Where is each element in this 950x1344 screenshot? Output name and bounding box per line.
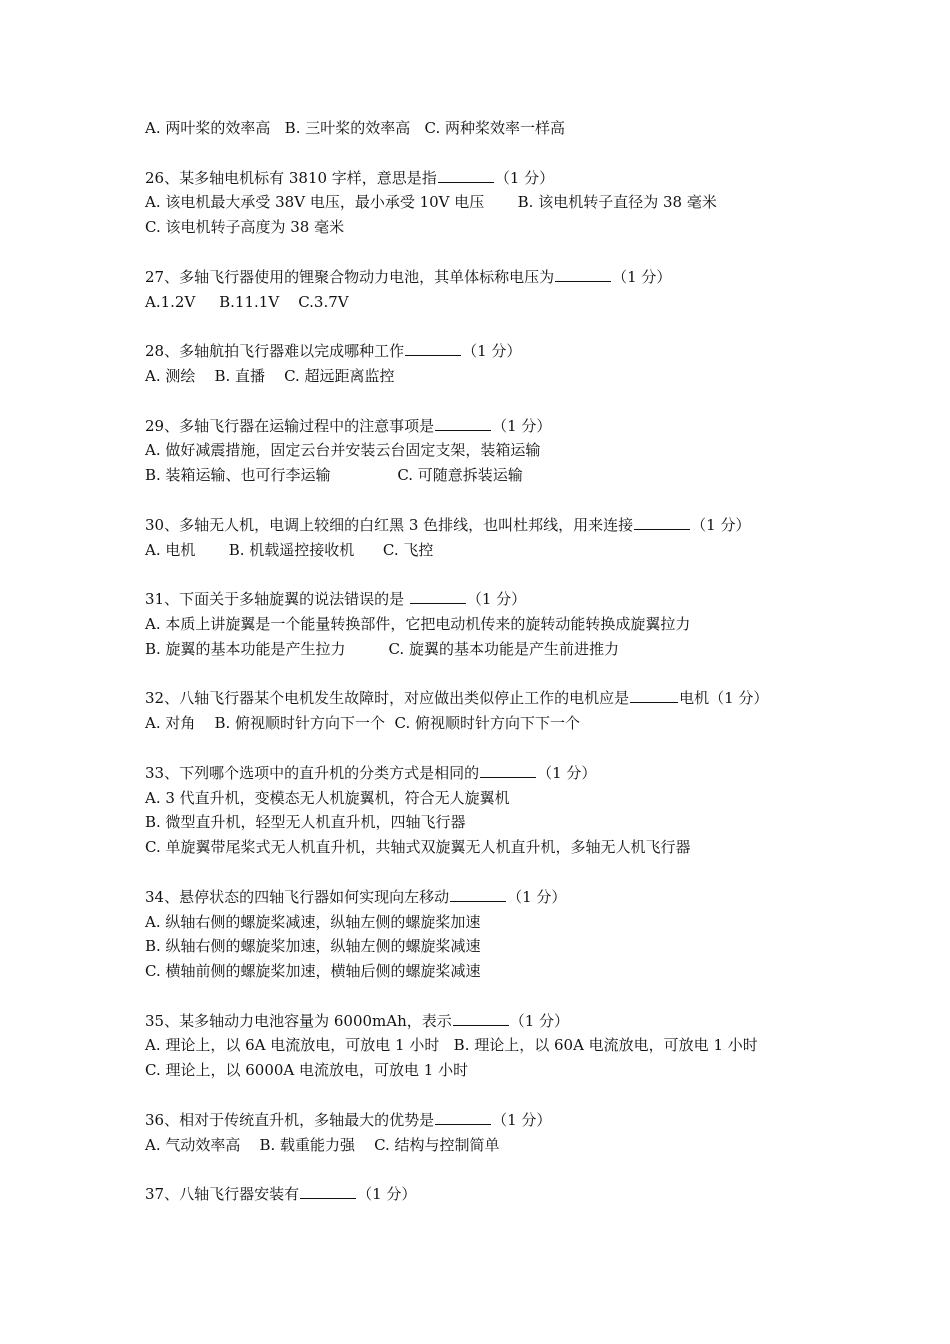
question-block bbox=[145, 1009, 825, 1083]
question-spacer bbox=[145, 389, 825, 414]
question-text: 31、下面关于多轴旋翼的说法错误的是 bbox=[145, 590, 409, 609]
question-spacer bbox=[145, 1157, 825, 1182]
question-points: （1 分） bbox=[492, 1110, 552, 1129]
question-spacer bbox=[145, 662, 825, 687]
question-points: （1 分） bbox=[612, 267, 672, 286]
exam-questions bbox=[145, 116, 825, 1207]
answer-blank bbox=[405, 343, 461, 356]
question-text: 27、多轴飞行器使用的锂聚合物动力电池，其单体标称电压为 bbox=[145, 267, 555, 286]
question-text: 26、某多轴电机标有 3810 字样，意思是指 bbox=[145, 168, 437, 187]
question-spacer bbox=[145, 488, 825, 513]
answer-blank bbox=[555, 269, 611, 282]
option-line: A. 理论上，以 6A 电流放电，可放电 1 小时 B. 理论上，以 60A 电流放电，可放电 1 小时 bbox=[145, 1036, 758, 1055]
question-stem bbox=[145, 587, 825, 612]
question-points: （1 分） bbox=[691, 515, 751, 534]
answer-blank bbox=[300, 1186, 356, 1199]
answer-blank bbox=[435, 418, 491, 431]
option-line: A. 对角 B. 俯视顺时针方向下一个 C. 俯视顺时针方向下下一个 bbox=[145, 714, 581, 733]
question-text: 35、某多轴动力电池容量为 6000mAh，表示 bbox=[145, 1011, 452, 1030]
option-line: A. 做好减震措施，固定云台并安装云台固定支架，装箱运输 bbox=[145, 441, 541, 460]
question-block bbox=[145, 686, 825, 736]
option-line: A. 该电机最大承受 38V 电压，最小承受 10V 电压 B. 该电机转子直径为 38 毫米 bbox=[145, 193, 717, 212]
answer-blank bbox=[435, 1112, 491, 1125]
question-spacer bbox=[145, 240, 825, 265]
answer-blank bbox=[453, 1013, 509, 1026]
question-stem bbox=[145, 686, 825, 711]
question-spacer bbox=[145, 736, 825, 761]
question-stem bbox=[145, 1009, 825, 1034]
question-stem bbox=[145, 885, 825, 910]
question-block bbox=[145, 587, 825, 661]
option-line: A. 3 代直升机，变模态无人机旋翼机，符合无人旋翼机 bbox=[145, 788, 510, 807]
option-line: B. 微型直升机，轻型无人机直升机，四轴飞行器 bbox=[145, 813, 466, 832]
option-line: B. 纵轴右侧的螺旋桨加速，纵轴左侧的螺旋桨减速 bbox=[145, 937, 481, 956]
question-points: （1 分） bbox=[709, 689, 769, 708]
question-text: 33、下列哪个选项中的直升机的分类方式是相同的 bbox=[145, 763, 480, 782]
option-line: C. 该电机转子高度为 38 毫米 bbox=[145, 218, 345, 237]
question-points: （1 分） bbox=[494, 168, 555, 187]
question-points: （1 分） bbox=[462, 342, 522, 361]
question-block bbox=[145, 339, 825, 389]
question-points: （1 分） bbox=[357, 1185, 417, 1204]
question-stem bbox=[145, 1182, 825, 1207]
option-line: C. 理论上，以 6000A 电流放电，可放电 1 小时 bbox=[145, 1061, 469, 1080]
option-line: C. 单旋翼带尾桨式无人机直升机，共轴式双旋翼无人机直升机，多轴无人机飞行器 bbox=[145, 838, 691, 857]
question-stem bbox=[145, 265, 825, 290]
question-text: 37、八轴飞行器安装有 bbox=[145, 1185, 300, 1204]
question-points: （1 分） bbox=[492, 416, 552, 435]
question-points: （1 分） bbox=[537, 763, 597, 782]
question-spacer bbox=[145, 1083, 825, 1108]
option-line: A.1.2V B.11.1V C.3.7V bbox=[145, 292, 349, 311]
question-text: 34、悬停状态的四轴飞行器如何实现向左移动 bbox=[145, 887, 450, 906]
question-text: 30、多轴无人机，电调上较细的白红黑 3 色排线，也叫杜邦线，用来连接 bbox=[145, 515, 634, 534]
question-spacer bbox=[145, 141, 825, 166]
question-block bbox=[145, 166, 825, 240]
question-points: （1 分） bbox=[509, 1011, 570, 1030]
answer-blank bbox=[480, 765, 536, 778]
question-text: 32、八轴飞行器某个电机发生故障时，对应做出类似停止工作的电机应是 bbox=[145, 689, 630, 708]
question-stem bbox=[145, 513, 825, 538]
option-line: A. 本质上讲旋翼是一个能量转换部件，它把电动机传来的旋转动能转换成旋翼拉力 bbox=[145, 614, 691, 633]
option-line: A. 电机 B. 机载遥控接收机 C. 飞控 bbox=[145, 540, 434, 559]
question-spacer bbox=[145, 860, 825, 885]
question-block bbox=[145, 761, 825, 860]
question-block bbox=[145, 265, 825, 315]
question-spacer bbox=[145, 314, 825, 339]
question-points: （1 分） bbox=[466, 590, 527, 609]
question-points: （1 分） bbox=[507, 887, 567, 906]
question-stem bbox=[145, 761, 825, 786]
question-text: 36、相对于传统直升机，多轴最大的优势是 bbox=[145, 1110, 435, 1129]
question-spacer bbox=[145, 562, 825, 587]
question-block bbox=[145, 885, 825, 984]
question-stem bbox=[145, 339, 825, 364]
option-line: A. 气动效率高 B. 载重能力强 C. 结构与控制简单 bbox=[145, 1135, 500, 1154]
option-line: A. 纵轴右侧的螺旋桨减速，纵轴左侧的螺旋桨加速 bbox=[145, 912, 481, 931]
option-line: B. 装箱运输、也可行李运输 C. 可随意拆装运输 bbox=[145, 466, 523, 485]
question-stem bbox=[145, 414, 825, 439]
question-stem bbox=[145, 1108, 825, 1133]
option-line: C. 横轴前侧的螺旋桨加速，横轴后侧的螺旋桨减速 bbox=[145, 962, 481, 981]
question-text: 28、多轴航拍飞行器难以完成哪种工作 bbox=[145, 342, 405, 361]
answer-blank bbox=[634, 517, 690, 530]
continued-options-line: A. 两叶桨的效率高 B. 三叶桨的效率高 C. 两种桨效率一样高 bbox=[145, 119, 566, 137]
answer-blank bbox=[630, 690, 678, 703]
option-line: B. 旋翼的基本功能是产生拉力 C. 旋翼的基本功能是产生前进推力 bbox=[145, 639, 619, 658]
question-text: 29、多轴飞行器在运输过程中的注意事项是 bbox=[145, 416, 435, 435]
question-block bbox=[145, 1182, 825, 1207]
question-block bbox=[145, 414, 825, 488]
question-stem bbox=[145, 166, 825, 191]
answer-blank bbox=[450, 889, 506, 902]
question-block bbox=[145, 1108, 825, 1158]
answer-blank bbox=[438, 170, 494, 183]
question-block bbox=[145, 513, 825, 563]
question-spacer bbox=[145, 984, 825, 1009]
question-suffix: 电机 bbox=[679, 689, 710, 708]
option-line: A. 测绘 B. 直播 C. 超远距离监控 bbox=[145, 366, 395, 385]
answer-blank bbox=[410, 591, 466, 604]
